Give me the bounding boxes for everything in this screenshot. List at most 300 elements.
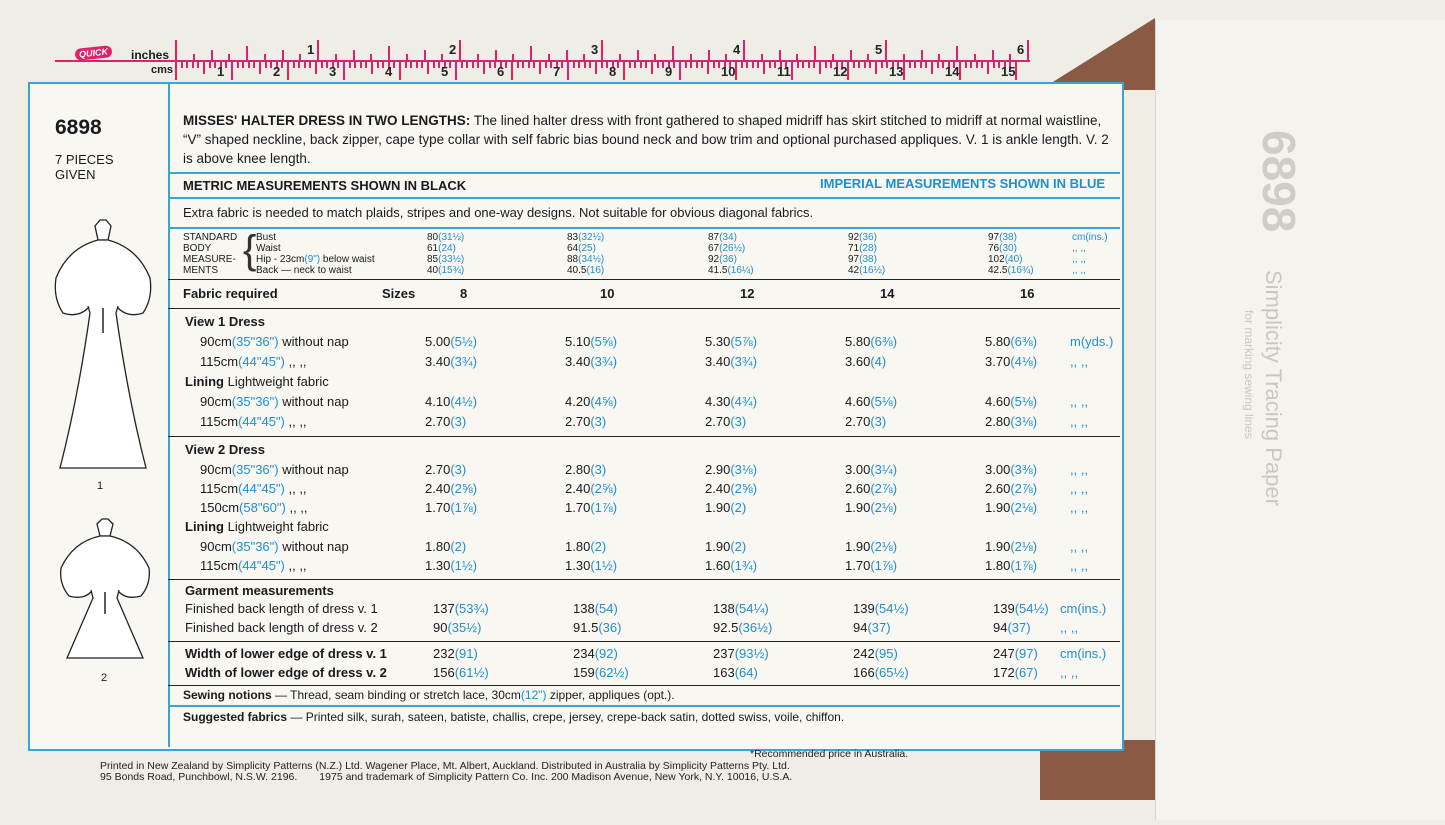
garment-value <box>713 620 772 635</box>
body-value-imperial: (24) <box>438 243 456 254</box>
fabric-value <box>845 414 886 429</box>
cm-tick <box>494 62 496 68</box>
cm-tick <box>662 62 664 68</box>
fabric-value-metric: 2.40 <box>705 481 731 496</box>
fabric-value-metric: 4.60 <box>845 394 871 409</box>
cm-tick <box>819 62 821 74</box>
cm-tick <box>209 62 211 68</box>
cm-tick <box>203 62 205 74</box>
cm-tick <box>461 62 463 68</box>
fabric-value-metric: 3.60 <box>845 354 871 369</box>
inch-tick <box>353 50 355 60</box>
cm-tick <box>237 62 239 68</box>
description-heading: MISSES' HALTER DRESS IN TWO LENGTHS: <box>183 113 471 128</box>
width-value-metric: 166 <box>853 665 875 680</box>
fabric-value-imperial: (2⅛) <box>1010 539 1038 554</box>
view-dress-label: View 2 Dress <box>185 442 265 457</box>
fabric-value <box>565 558 617 573</box>
cm-tick <box>293 62 295 68</box>
fabric-value <box>705 394 757 409</box>
body-value <box>988 243 1017 254</box>
fabric-value-metric: 1.60 <box>705 558 731 573</box>
garment-value-metric: 137 <box>433 601 455 616</box>
cm-tick <box>606 62 608 68</box>
body-value-imperial: (16½) <box>859 265 886 276</box>
width-value-imperial: (61½) <box>454 665 489 680</box>
cm-tick <box>248 62 250 68</box>
cm-tick <box>701 62 703 68</box>
fabric-value-imperial: (6⅜) <box>1010 334 1038 349</box>
garment-value-metric: 90 <box>433 620 448 635</box>
extra-fabric-note: Extra fabric is needed to match plaids, stripes and one-way designs. Not suitable for obvious diagonal fabrics. <box>183 205 814 220</box>
cm-tick <box>651 62 653 74</box>
fabric-value-imperial: (5⅝) <box>590 334 618 349</box>
width-value <box>713 665 758 680</box>
garment-value <box>993 620 1031 635</box>
standard-body-label: STANDARD BODY MEASURE- MENTS <box>183 232 238 276</box>
garment-value <box>853 620 891 635</box>
fabric-value <box>565 354 617 369</box>
body-value <box>988 254 1022 265</box>
fabric-value <box>845 354 886 369</box>
inch-tick <box>903 54 905 60</box>
fabric-value <box>565 414 606 429</box>
fabric-value-metric: 2.60 <box>845 481 871 496</box>
fabric-value-metric: 1.80 <box>565 539 591 554</box>
cm-tick <box>287 62 289 80</box>
cm-tick <box>326 62 328 68</box>
fabric-value-imperial: (1½) <box>590 558 618 573</box>
body-value-metric: 92 <box>708 254 720 265</box>
body-unit: ,, ,, <box>1072 243 1086 254</box>
fabric-value-imperial: (3) <box>590 414 607 429</box>
body-value-imperial: (32½) <box>578 232 605 243</box>
width-value-imperial: (93½) <box>734 646 769 661</box>
inch-tick <box>921 50 923 60</box>
body-value <box>567 254 604 265</box>
lining-desc: Lightweight fabric <box>224 519 329 534</box>
width-value-imperial: (95) <box>874 646 898 661</box>
body-value <box>427 232 464 243</box>
lining-label <box>185 374 329 389</box>
garment-value <box>853 601 909 616</box>
cm-tick <box>685 62 687 68</box>
size-header: 14 <box>880 286 895 301</box>
cm-tick <box>797 62 799 68</box>
fabric-value <box>705 539 746 554</box>
cm-tick <box>561 62 563 68</box>
cms-label: cms <box>151 64 174 76</box>
fabric-value-metric: 1.80 <box>425 539 451 554</box>
fabric-value-imperial: (3) <box>590 462 607 477</box>
body-value <box>427 254 464 265</box>
inch-tick <box>992 50 994 60</box>
body-value <box>567 243 596 254</box>
fabric-value <box>985 481 1037 496</box>
cm-tick <box>914 62 916 68</box>
fabric-value-imperial: (2) <box>450 539 467 554</box>
fabric-value-metric: 1.80 <box>985 558 1011 573</box>
fabric-value-metric: 3.40 <box>705 354 731 369</box>
cm-tick <box>595 62 597 74</box>
width-value <box>573 665 629 680</box>
cm-tick <box>629 62 631 68</box>
inch-tick <box>1009 54 1011 60</box>
cm-tick <box>231 62 233 80</box>
cm-tick <box>265 62 267 68</box>
body-value-imperial: (16¾) <box>1007 265 1034 276</box>
body-value <box>988 232 1017 243</box>
cm-tick <box>601 62 603 68</box>
fabric-value <box>985 558 1037 573</box>
fabric-suffix: ,, ,, <box>284 481 307 496</box>
fabric-value-metric: 2.70 <box>425 414 451 429</box>
fabric-value-metric: 1.30 <box>565 558 591 573</box>
fabric-value-metric: 2.60 <box>985 481 1011 496</box>
lining-label-bold: Lining <box>185 374 224 389</box>
fabric-value <box>845 334 897 349</box>
fabric-value-imperial: (3) <box>870 414 887 429</box>
body-value <box>567 265 604 276</box>
width-value <box>433 665 489 680</box>
cm-tick <box>377 62 379 68</box>
flap-brand: Simplicity Tracing Paper <box>1261 270 1286 506</box>
inch-tick <box>761 54 763 60</box>
cm-tick <box>477 62 479 68</box>
garment-value-metric: 138 <box>573 601 595 616</box>
width-value-imperial: (92) <box>594 646 618 661</box>
fabric-width: 90cm <box>200 394 232 409</box>
size-header: 16 <box>1020 286 1035 301</box>
cm-tick <box>360 62 362 68</box>
fabric-value <box>705 481 757 496</box>
width-value-metric: 163 <box>713 665 735 680</box>
fabric-suffix: without nap <box>278 394 349 409</box>
unit-label: ,, ,, <box>1070 539 1089 554</box>
body-value <box>708 243 745 254</box>
body-value-metric: 67 <box>708 243 720 254</box>
fabric-width-imperial: (44"45") <box>238 414 285 429</box>
body-value-imperial: (16¼) <box>727 265 754 276</box>
inch-tick <box>867 54 869 60</box>
body-value <box>708 232 737 243</box>
fabric-suffix: ,, ,, <box>284 558 307 573</box>
width-value-imperial: (91) <box>454 646 478 661</box>
fabric-value <box>425 462 466 477</box>
fabric-value <box>845 394 897 409</box>
inch-tick <box>228 54 230 60</box>
unit-label: ,, ,, <box>1070 500 1089 515</box>
body-value-imperial: (31½) <box>438 232 465 243</box>
fabric-value <box>845 500 897 515</box>
unit-label: ,, ,, <box>1070 354 1089 369</box>
cm-tick <box>757 62 759 68</box>
inch-tick <box>246 46 248 60</box>
view2-number: 2 <box>101 672 108 684</box>
inch-tick <box>406 54 408 60</box>
fabric-value-imperial: (3⅜) <box>1010 462 1038 477</box>
fabric-value-imperial: (3¼) <box>870 462 898 477</box>
fabric-value <box>705 354 757 369</box>
fabric-value <box>985 539 1037 554</box>
body-value-imperial: (38) <box>859 254 877 265</box>
cm-tick <box>937 62 939 68</box>
width-value-imperial: (64) <box>734 665 758 680</box>
body-value-imperial: (38) <box>999 232 1017 243</box>
fabric-value-metric: 1.90 <box>845 500 871 515</box>
cm-tick <box>371 62 373 74</box>
price-note: *Recommended price in Australia. <box>750 748 909 760</box>
inch-tick <box>566 50 568 60</box>
inch-number: 6 <box>1017 42 1025 57</box>
inch-tick <box>601 40 603 60</box>
cm-tick <box>175 62 177 80</box>
body-value-metric: 40 <box>427 265 439 276</box>
fabric-value-metric: 2.70 <box>705 414 731 429</box>
body-unit: ,, ,, <box>1072 254 1086 265</box>
fabric-value-metric: 2.70 <box>845 414 871 429</box>
fabric-value-metric: 4.60 <box>985 394 1011 409</box>
body-value-metric: 41.5 <box>708 265 728 276</box>
fabric-value-metric: 1.90 <box>705 500 731 515</box>
cm-number: 7 <box>553 64 561 79</box>
cm-tick <box>746 62 748 68</box>
pattern-description <box>183 111 1118 168</box>
fabric-width: 150cm <box>200 500 240 515</box>
cm-tick <box>707 62 709 74</box>
garment-value-metric: 139 <box>853 601 875 616</box>
section-divider <box>168 641 1120 642</box>
fabric-value-metric: 3.00 <box>845 462 871 477</box>
cm-tick <box>909 62 911 68</box>
cm-tick <box>858 62 860 68</box>
corner-fold-top <box>1040 18 1155 90</box>
cm-tick <box>741 62 743 68</box>
fabric-value-metric: 3.70 <box>985 354 1011 369</box>
garment-value-imperial: (35½) <box>447 620 482 635</box>
fabric-value-metric: 1.90 <box>985 500 1011 515</box>
fabric-value-metric: 1.70 <box>565 500 591 515</box>
garment-value-metric: 94 <box>993 620 1008 635</box>
inch-tick <box>459 40 461 60</box>
cm-tick <box>769 62 771 68</box>
fabric-value-imperial: (5⅞) <box>730 334 758 349</box>
body-label-text: Bust <box>256 232 277 243</box>
cm-tick <box>567 62 569 80</box>
fabric-value-imperial: (3¾) <box>730 354 758 369</box>
garment-value-imperial: (37) <box>1007 620 1031 635</box>
section-divider <box>168 579 1120 580</box>
inch-number: 3 <box>591 42 599 57</box>
cm-tick <box>511 62 513 80</box>
cm-tick <box>965 62 967 68</box>
fabric-value <box>565 539 606 554</box>
fabric-value <box>985 500 1037 515</box>
body-value-metric: 71 <box>848 243 860 254</box>
cm-tick <box>640 62 642 68</box>
fabric-row-label <box>200 354 307 369</box>
fabric-suffix: ,, ,, <box>284 354 307 369</box>
cm-number: 4 <box>385 64 393 79</box>
unit-label: ,, ,, <box>1070 481 1089 496</box>
fabric-value-metric: 5.80 <box>845 334 871 349</box>
cm-tick <box>623 62 625 80</box>
inch-tick <box>211 50 213 60</box>
fabric-width-imperial: (35"36") <box>231 462 279 477</box>
fabric-value-imperial: (1⅞) <box>450 500 478 515</box>
cm-number: 5 <box>441 64 449 79</box>
unit-label: ,, ,, <box>1070 414 1089 429</box>
inch-number: 5 <box>875 42 883 57</box>
pattern-number: 6898 <box>55 116 102 139</box>
cm-tick <box>763 62 765 74</box>
fabric-value-metric: 2.80 <box>565 462 591 477</box>
cm-tick <box>410 62 412 68</box>
body-row-label <box>256 265 352 276</box>
fabric-width-imperial: (58"60") <box>239 500 286 515</box>
fabric-width: 115cm <box>200 354 239 369</box>
fabric-value-metric: 5.10 <box>565 334 591 349</box>
cm-tick <box>673 62 675 68</box>
body-value-imperial: (15¾) <box>438 265 465 276</box>
inch-tick <box>725 54 727 60</box>
section-divider <box>168 436 1120 437</box>
body-label-blue: (9") <box>304 254 321 265</box>
fabric-value-imperial: (2) <box>590 539 607 554</box>
body-value <box>848 243 877 254</box>
inch-tick <box>796 54 798 60</box>
cm-number: 2 <box>273 64 281 79</box>
cm-tick <box>774 62 776 68</box>
unit-label: ,, ,, <box>1060 665 1079 680</box>
cm-tick <box>830 62 832 68</box>
inches-label: inches <box>131 48 170 62</box>
fabric-value-imperial: (1⅞) <box>590 500 618 515</box>
fabric-value-imperial: (6⅜) <box>870 334 898 349</box>
garment-row-label: Finished back length of dress v. 2 <box>185 620 378 635</box>
cm-tick <box>449 62 451 68</box>
fabric-value <box>985 354 1037 369</box>
cm-tick <box>713 62 715 68</box>
cm-tick <box>976 62 978 68</box>
fabric-value-imperial: (5⅛) <box>1010 394 1038 409</box>
cm-tick <box>679 62 681 80</box>
body-unit: ,, ,, <box>1072 265 1086 276</box>
inch-tick <box>175 40 177 60</box>
cm-number: 3 <box>329 64 337 79</box>
fabric-value-metric: 4.20 <box>565 394 591 409</box>
cm-tick <box>931 62 933 74</box>
garment-value <box>573 620 621 635</box>
footer-line2: 95 Bonds Road, Punchbowl, N.S.W. 2196. 1975 and trademark of Simplicity Pattern Co. Inc. 200 Madison Avenue, New York, N.Y. 10016, U.S.A. <box>100 771 793 783</box>
fabric-value-metric: 2.70 <box>425 462 451 477</box>
fabric-value-imperial: (5⅛) <box>870 394 898 409</box>
unit-label: ,, ,, <box>1060 620 1079 635</box>
cm-tick <box>752 62 754 68</box>
fabric-suffix: ,, ,, <box>284 414 307 429</box>
fabric-value-metric: 1.90 <box>705 539 731 554</box>
width-value-imperial: (65½) <box>874 665 909 680</box>
cm-tick <box>791 62 793 80</box>
inch-number: 2 <box>449 42 457 57</box>
garment-value-imperial: (54½) <box>1014 601 1049 616</box>
garment-value-imperial: (54½) <box>874 601 909 616</box>
fabric-row-label <box>200 462 349 477</box>
cm-number: 8 <box>609 64 617 79</box>
inch-tick <box>424 50 426 60</box>
fabric-value <box>705 500 746 515</box>
cm-tick <box>337 62 339 68</box>
cm-tick <box>864 62 866 68</box>
cm-tick <box>253 62 255 68</box>
body-value-imperial: (33½) <box>438 254 465 265</box>
fabric-value-imperial: (4⅛) <box>1010 354 1038 369</box>
cm-tick <box>584 62 586 68</box>
size-header: 12 <box>740 286 755 301</box>
fabric-value-imperial: (2) <box>730 500 747 515</box>
body-value-imperial: (16) <box>586 265 605 276</box>
size-header: 8 <box>460 286 468 301</box>
garment-value <box>573 601 618 616</box>
body-value-imperial: (40) <box>1004 254 1023 265</box>
garment-value <box>433 601 489 616</box>
fabric-value <box>705 414 746 429</box>
inch-tick <box>672 46 674 60</box>
body-row-label <box>256 243 281 254</box>
cm-tick <box>808 62 810 68</box>
inch-tick <box>441 54 443 60</box>
fabric-value-metric: 2.40 <box>565 481 591 496</box>
unit-label: ,, ,, <box>1070 558 1089 573</box>
fabric-value <box>565 334 617 349</box>
garment-value-metric: 91.5 <box>573 620 599 635</box>
cm-tick <box>472 62 474 68</box>
body-value <box>848 265 885 276</box>
cm-tick <box>573 62 575 68</box>
fabric-value <box>425 354 477 369</box>
fabric-value <box>985 462 1037 477</box>
fabric-value <box>565 394 617 409</box>
fabric-value-imperial: (2⅛) <box>870 539 898 554</box>
cm-tick <box>869 62 871 68</box>
cm-tick <box>853 62 855 68</box>
width-value-metric: 247 <box>993 646 1015 661</box>
pieces-given: 7 PIECES GIVEN <box>55 152 114 182</box>
fabric-row-label <box>200 481 307 496</box>
fabric-value-imperial: (3⅛) <box>1010 414 1038 429</box>
cm-tick <box>718 62 720 68</box>
fabric-required-label: Fabric required <box>183 286 278 301</box>
cm-tick <box>433 62 435 68</box>
cm-tick <box>181 62 183 68</box>
cm-tick <box>259 62 261 74</box>
cm-tick <box>813 62 815 68</box>
cm-tick <box>533 62 535 68</box>
inch-tick <box>388 46 390 60</box>
fabric-value-metric: 2.40 <box>425 481 451 496</box>
fabric-value <box>425 558 477 573</box>
width-value-metric: 232 <box>433 646 455 661</box>
cm-number: 9 <box>665 64 673 79</box>
fabric-value <box>425 481 477 496</box>
imperial-heading: IMPERIAL MEASUREMENTS SHOWN IN BLUE <box>820 176 1106 191</box>
fabric-value <box>985 414 1037 429</box>
cm-number: 14 <box>945 64 960 79</box>
fabric-value-metric: 3.40 <box>425 354 451 369</box>
envelope-flap <box>1155 20 1445 820</box>
inch-tick <box>530 46 532 60</box>
inch-tick <box>690 54 692 60</box>
